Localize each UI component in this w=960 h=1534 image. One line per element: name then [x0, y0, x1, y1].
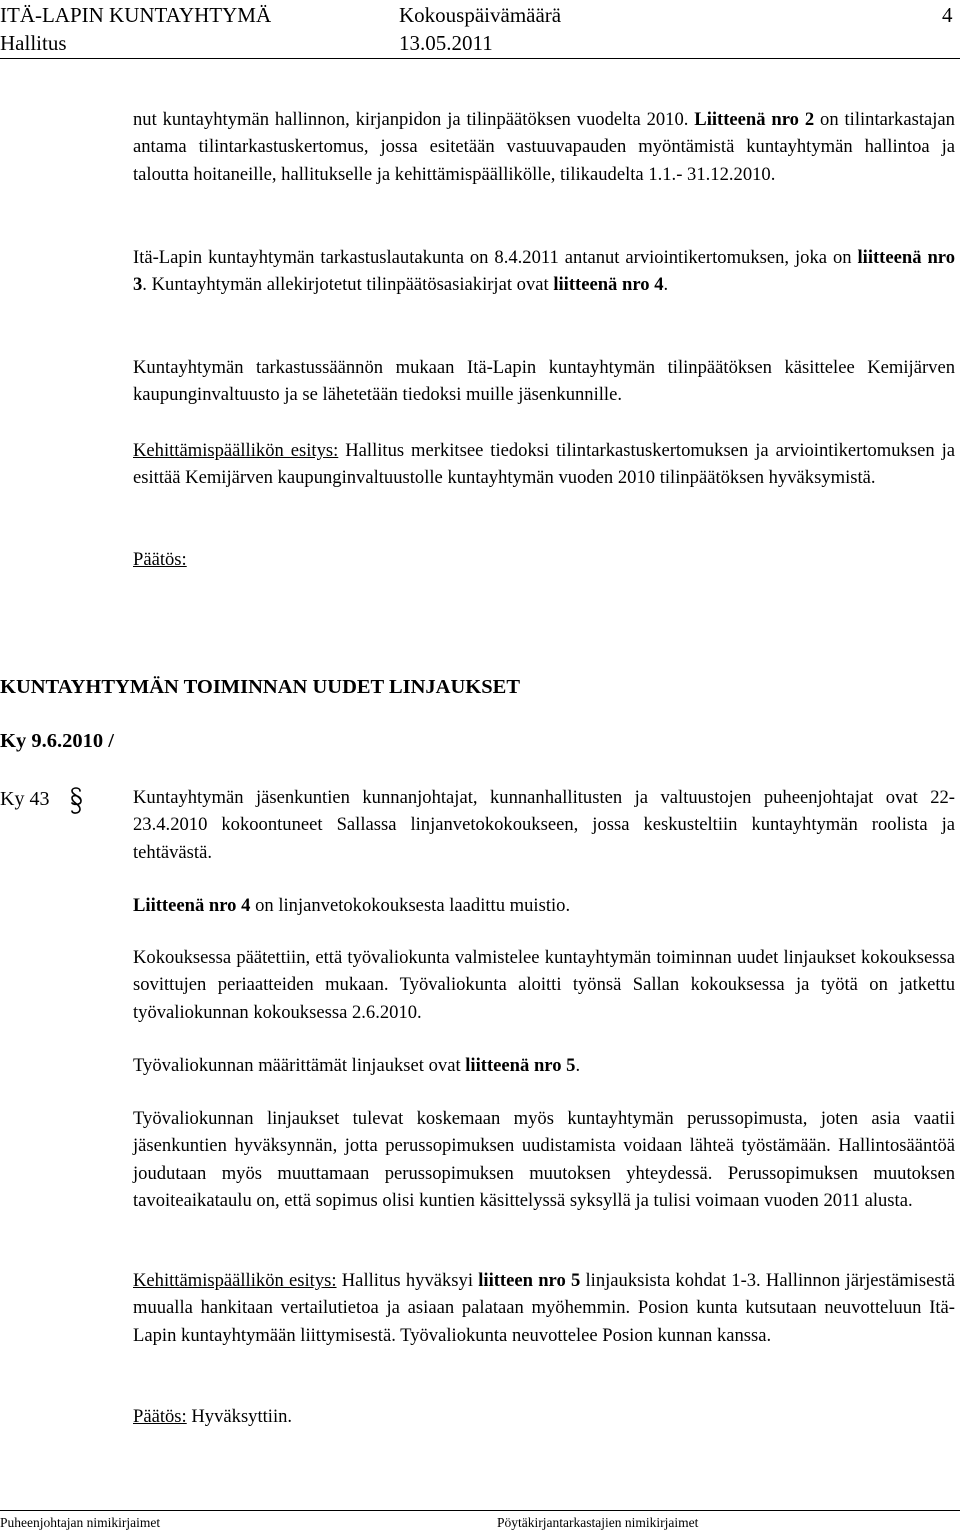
proposal-label: Kehittämispäällikön esitys: [133, 440, 339, 461]
attachment-reference: Liitteenä nro 4 [133, 895, 251, 916]
paragraph-audit-rule [133, 354, 955, 409]
meeting-date-label: Kokouspäivämäärä [399, 3, 562, 27]
paragraph-basic-agreement [133, 1105, 955, 1214]
paragraph-working-committee [133, 944, 955, 1026]
page-number: 4 [942, 3, 953, 27]
attachment-reference: Liitteenä nro 2 [694, 109, 815, 130]
paragraph-meeting-background [133, 784, 955, 866]
text-segment: . [663, 274, 669, 296]
section-reference: Ky 9.6.2010 / [0, 730, 114, 752]
chair-initials-label: Puheenjohtajan nimikirjaimet [0, 1515, 161, 1530]
section-sign-icon [66, 784, 86, 818]
text-segment: nut kuntayhtymän hallinnon, kirjanpidon ja tilinpäätöksen vuodelta 2010. [133, 109, 695, 130]
page-header [0, 0, 960, 60]
paragraph-memo-attachment [133, 892, 955, 919]
meeting-date: 13.05.2011 [399, 31, 493, 55]
text-segment: on tilintarkastajan antama tilintarkastuskertomus, jossa esitetään vastuuvapauden myöntämistä kuntayhtymän hallintoa ja taloutta hoitaneille, hallitukselle ja kehittämispäällikölle, tilikaudelta 1.1.- 31.12.2010. [133, 109, 955, 185]
text-segment: Hallitus merkitsee tiedoksi tilintarkastuskertomuksen ja arviointikertomuksen ja esittää Kemijärven kaupunginvaltuustolle kuntayhtymän vuoden 2010 tilinpäätöksen hyväksymistä. [133, 440, 955, 489]
attachment-reference: liitteenä nro 3 [133, 247, 955, 296]
paragraph-section-proposal [133, 1267, 955, 1349]
decision-label: Päätös: [133, 549, 187, 570]
section-heading: KUNTAYHTYMÄN TOIMINNAN UUDET LINJAUKSET [0, 676, 520, 698]
text-segment: on linjanvetokokouksesta laadittu muistio. [250, 895, 571, 916]
text-segment: . [575, 1055, 581, 1076]
paragraph-proposal [133, 437, 955, 492]
footer-divider [0, 1510, 960, 1511]
paragraph-section-decision [133, 1403, 955, 1430]
attachment-reference: liitteen nro 5 [478, 1270, 581, 1291]
text-segment: Kuntayhtymän tarkastussäännön mukaan Itä-Lapin kuntayhtymän tilinpäätöksen käsittelee Kemijärven kaupunginvaltuusto ja se lähetetään tiedoksi muille jäsenkunnille. [133, 357, 955, 406]
text-segment: Kuntayhtymän jäsenkuntien kunnanjohtajat, kunnanhallitusten ja valtuustojen puheenjohtajat ovat 22-23.4.2010 kokoontuneet Sallassa linjanvetokokoukseen, jossa keskusteltiin kuntayhtymän roolista ja tehtävästä. [133, 787, 955, 863]
attachment-reference: liitteenä nro 5 [465, 1055, 576, 1076]
proposal-label: Kehittämispäällikön esitys: [133, 1270, 337, 1291]
text-segment: Työvaliokunnan määrittämät linjaukset ovat [133, 1055, 466, 1076]
organization-name: ITÄ-LAPIN KUNTAYHTYMÄ [0, 3, 272, 27]
text-segment: Hyväksyttiin. [186, 1406, 293, 1427]
text-segment: . Kuntayhtymän allekirjotetut tilinpäätösasiakirjat ovat [142, 274, 554, 296]
text-segment: linjauksista kohdat 1-3. Hallinnon järjestämisestä muualla hankitaan vertailutietoa ja asiaan palataan myöhemmin. Posion kunta kutsutaan neuvotteluun Itä-Lapin kuntayhtymään liittymisestä. Työvaliokunta neuvottelee Posion kunnan kanssa. [133, 1270, 955, 1346]
text-segment: Hallitus hyväksyi [336, 1270, 479, 1291]
paragraph-audit-report [133, 106, 955, 188]
header-divider [0, 58, 960, 59]
text-segment: Työvaliokunnan linjaukset tulevat koskemaan myös kuntayhtymän perussopimusta, joten asia vaatii jäsenkuntien hyväksynnän, jotta perussopimuksen uudistamista voidaan lähteä työstämään. Hallintosääntöä joudutaan myös muuttamaan perussopimuksen muutoksen yhteydessä. Perussopimuksen muutoksen tavoiteaikataulu on, että sopimus olisi kuntien käsittelyssä syksyllä ja tulisi voimaan vuoden 2011 alusta. [133, 1108, 955, 1211]
decision-label: Päätös: [133, 1406, 187, 1427]
text-segment: Kokouksessa päätettiin, että työvaliokunta valmistelee kuntayhtymän toiminnan uudet linjaukset kokouksessa sovittujen periaatteiden mukaan. Työvaliokunta aloitti työnsä Sallan kokouksessa ja työtä on jatkettu työvaliokunnan kokouksessa 2.6.2010. [133, 947, 955, 1023]
meeting-body-name: Hallitus [0, 31, 67, 55]
text-segment: Itä-Lapin kuntayhtymän tarkastuslautakunta on 8.4.2011 antanut arviointikertomuksen, joka on [133, 247, 858, 268]
reviewers-initials-label: Pöytäkirjantarkastajien nimikirjaimet [497, 1515, 699, 1530]
paragraph-guidelines-attachment [133, 1052, 955, 1079]
paragraph-evaluation-report [133, 244, 955, 299]
paragraph-decision [133, 546, 955, 573]
section-number: Ky 43 [0, 788, 50, 810]
attachment-reference: liitteenä nro 4 [553, 274, 664, 296]
